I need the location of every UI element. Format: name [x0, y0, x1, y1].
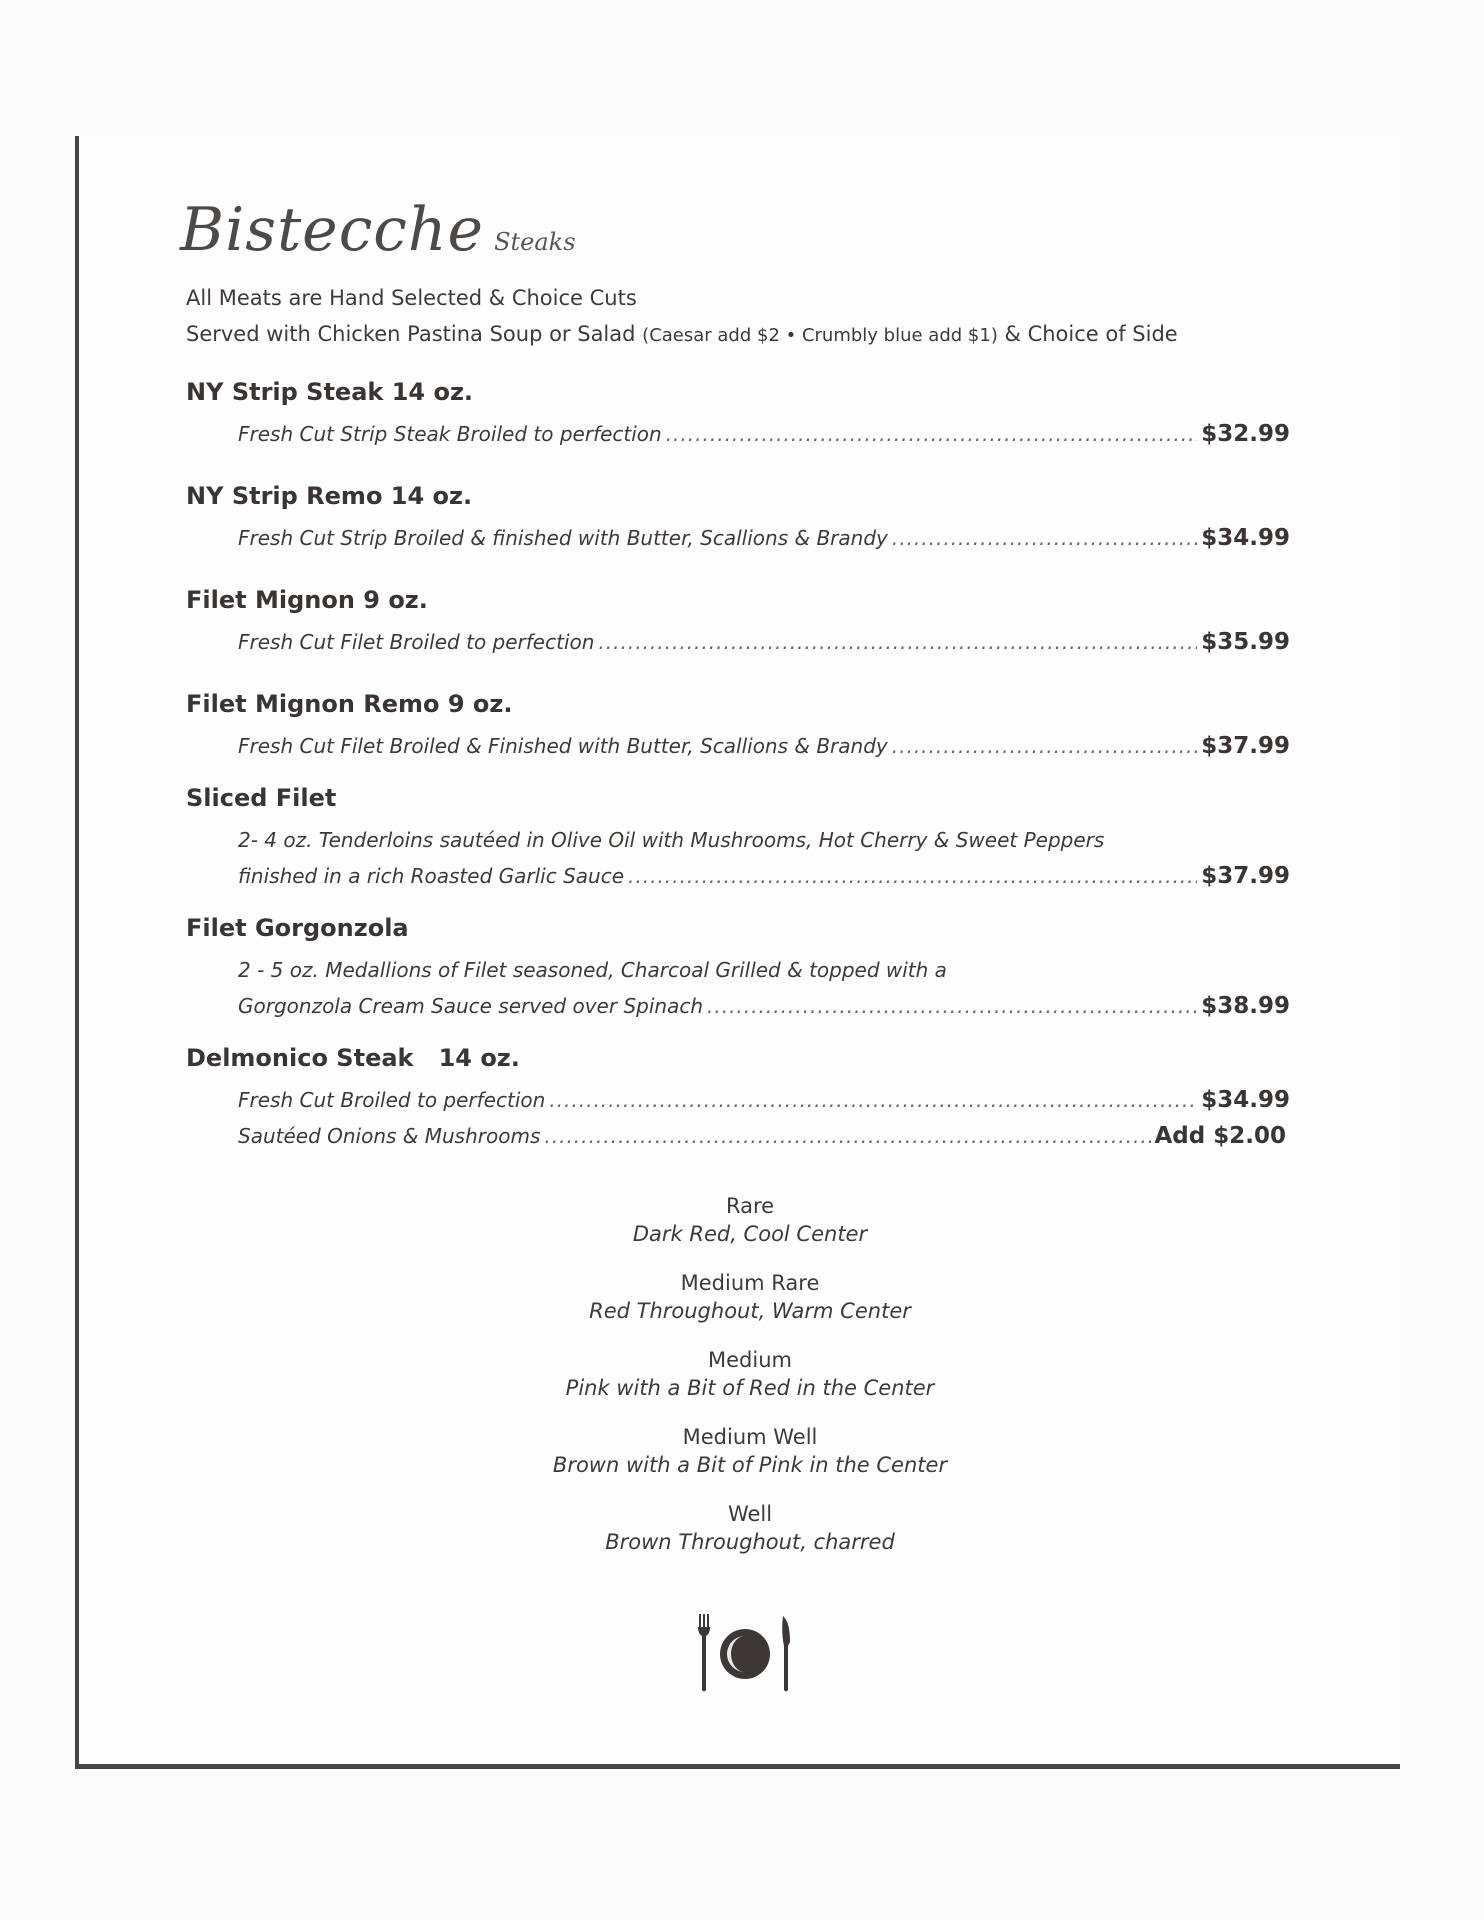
doneness-item	[500, 1269, 1000, 1325]
doneness-item	[500, 1346, 1000, 1402]
doneness-item	[500, 1423, 1000, 1479]
menu-item-line	[238, 1118, 1286, 1154]
intro-line-2-side: & Choice of Side	[1004, 322, 1178, 346]
doneness-description: Brown with a Bit of Pink in the Center	[552, 1453, 948, 1477]
menu-item-line	[238, 416, 1290, 452]
doneness-description: Red Throughout, Warm Center	[589, 1299, 911, 1323]
intro-line-1: All Meats are Hand Selected & Choice Cuts	[186, 286, 637, 310]
menu-item-line	[238, 952, 1290, 988]
menu-item-line	[238, 1082, 1290, 1118]
doneness-guide	[500, 1192, 1000, 1577]
section-subtitle: Steaks	[494, 228, 576, 256]
menu-item-line	[238, 988, 1290, 1024]
dot-leader	[892, 520, 1197, 556]
dot-leader	[544, 1118, 1150, 1154]
menu-item	[186, 914, 1290, 1024]
dot-leader	[666, 416, 1198, 452]
menu-item-description: Fresh Cut Broiled to perfection	[238, 1088, 546, 1112]
menu-item	[186, 482, 1290, 556]
menu-item-line	[238, 858, 1290, 894]
menu-item-description: Gorgonzola Cream Sauce served over Spinach	[238, 994, 703, 1018]
fork-plate-knife-icon	[690, 1612, 800, 1694]
menu-item-price: $35.99	[1201, 629, 1290, 655]
doneness-description: Dark Red, Cool Center	[632, 1222, 868, 1246]
page-border-left	[75, 136, 79, 1768]
menu-item-line	[238, 624, 1290, 660]
doneness-description: Brown Throughout, charred	[605, 1530, 895, 1554]
doneness-level: Rare	[725, 1194, 775, 1218]
menu-item-price: $32.99	[1201, 421, 1290, 447]
menu-item-name: NY Strip Steak 14 oz.	[186, 378, 474, 406]
menu-item-description: Fresh Cut Filet Broiled & Finished with Butter, Scallions & Brandy	[238, 734, 888, 758]
doneness-level: Medium Rare	[680, 1271, 820, 1295]
menu-item-name: Filet Mignon 9 oz.	[186, 586, 428, 614]
menu-item-price: $37.99	[1201, 863, 1290, 889]
menu-item-price: $34.99	[1201, 525, 1290, 551]
menu-item-description: finished in a rich Roasted Garlic Sauce	[238, 864, 624, 888]
intro-line-2	[186, 322, 1178, 346]
menu-item-description: Sautéed Onions & Mushrooms	[238, 1124, 541, 1148]
menu-item-description: Fresh Cut Strip Steak Broiled to perfection	[238, 422, 662, 446]
menu-item-price: $38.99	[1201, 993, 1290, 1019]
doneness-level: Medium	[708, 1348, 792, 1372]
menu-item-price: $34.99	[1201, 1087, 1290, 1113]
section-title: Bistecche	[180, 195, 485, 265]
dot-leader	[707, 988, 1197, 1024]
menu-item-line	[238, 728, 1290, 764]
menu-item-name: Sliced Filet	[186, 784, 337, 812]
menu-item	[186, 690, 1290, 764]
menu-item-line	[238, 822, 1290, 858]
page-border-bottom	[75, 1764, 1400, 1769]
doneness-item	[500, 1192, 1000, 1248]
dot-leader	[892, 728, 1197, 764]
section-heading	[180, 195, 576, 265]
dot-leader	[598, 624, 1197, 660]
menu-item-description: Fresh Cut Strip Broiled & finished with Butter, Scallions & Brandy	[238, 526, 888, 550]
menu-item-description: 2- 4 oz. Tenderloins sautéed in Olive Oil with Mushrooms, Hot Cherry & Sweet Peppers	[238, 828, 1105, 852]
menu-item-name: NY Strip Remo 14 oz.	[186, 482, 473, 510]
menu-item	[186, 586, 1290, 660]
menu-item-name: Filet Mignon Remo 9 oz.	[186, 690, 513, 718]
menu-item	[186, 378, 1290, 452]
dot-leader	[628, 858, 1197, 894]
doneness-level: Medium Well	[682, 1425, 818, 1449]
intro-line-2-main: Served with Chicken Pastina Soup or Salad	[186, 322, 636, 346]
menu-item-description: 2 - 5 oz. Medallions of Filet seasoned, Charcoal Grilled & topped with a	[238, 958, 947, 982]
dot-leader	[549, 1082, 1197, 1118]
doneness-item	[500, 1500, 1000, 1556]
menu-item-line	[238, 520, 1290, 556]
menu-item-price: $37.99	[1201, 733, 1290, 759]
menu-item	[186, 1044, 1290, 1154]
menu-item-price: Add $2.00	[1154, 1123, 1286, 1149]
doneness-level: Well	[727, 1502, 773, 1526]
menu-item-description: Fresh Cut Filet Broiled to perfection	[238, 630, 595, 654]
menu-item-name: Filet Gorgonzola	[186, 914, 409, 942]
doneness-description: Pink with a Bit of Red in the Center	[565, 1376, 935, 1400]
menu-item	[186, 784, 1290, 894]
intro-line-2-note: (Caesar add $2 • Crumbly blue add $1)	[642, 325, 998, 346]
menu-item-name: Delmonico Steak 14 oz.	[186, 1044, 520, 1072]
